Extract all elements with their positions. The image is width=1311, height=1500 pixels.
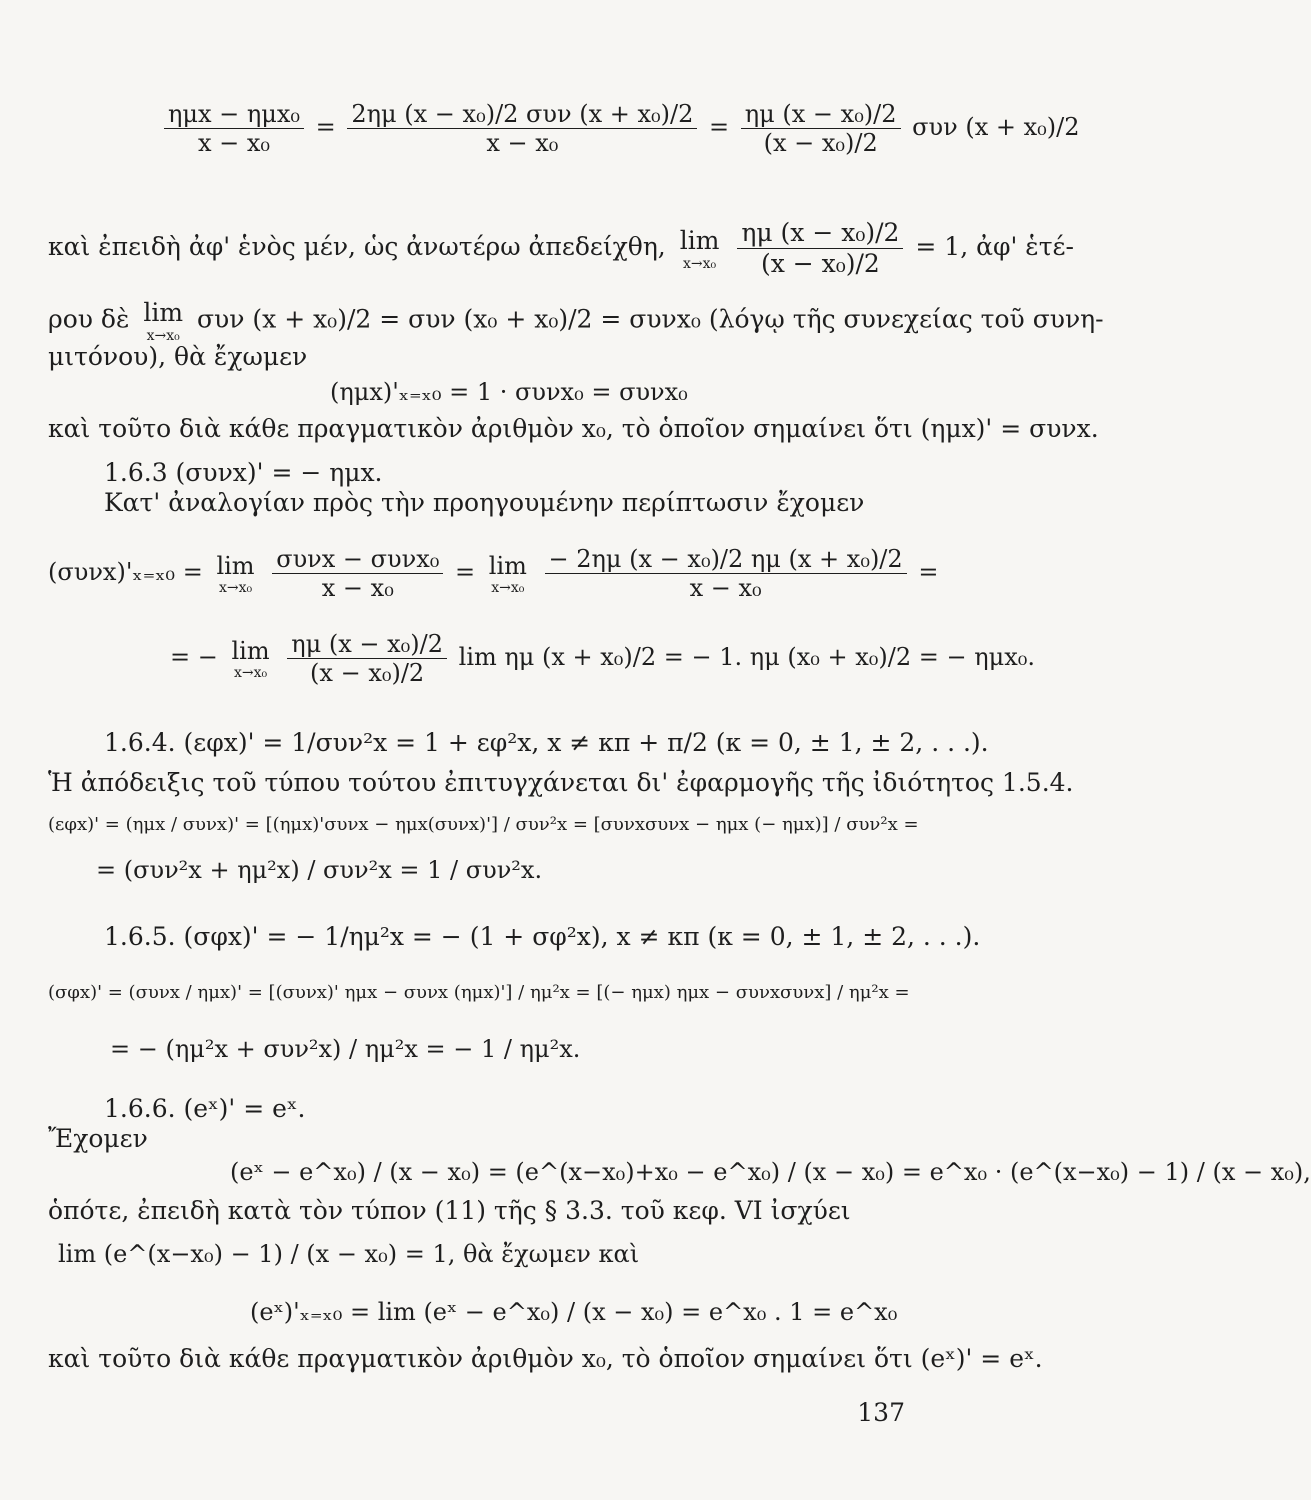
text-line: μιτόνου), θὰ ἔχωμεν — [48, 342, 308, 371]
equation-exponential-limit: lim (e^(x−x₀) − 1) / (x − x₀) = 1, θὰ ἔχωμεν καὶ — [58, 1240, 640, 1268]
equation-cosine-derivative: (συνx)'ₓ₌ₓ₀ = lim x→x₀ $\frac{\text{συνx − συνx₀}}{\text{x − x₀}}$ = lim x→x₀ $\frac{\text{− 2ημ (x − x₀)/2 ημ (x + x₀)/2}}{\text{x − x₀}}$ = — [48, 545, 939, 602]
section-heading: 1.6.6. (eˣ)' = eˣ. — [104, 1094, 306, 1123]
section-heading: 1.6.5. (σφx)' = − 1/ημ²x = − (1 + σφ²x), x ≠ κπ (κ = 0, ± 1, ± 2, . . .). — [104, 922, 981, 951]
limit: lim x→x₀ — [231, 636, 270, 681]
equation-exponential-derivative: (eˣ)'ₓ₌ₓ₀ = lim (eˣ − e^x₀) / (x − x₀) = e^x₀ . 1 = e^x₀ — [250, 1298, 898, 1326]
fraction: $\frac{\text{συνx − συνx₀}}{\text{x − x₀}}$ — [272, 545, 443, 602]
equation-tangent-derivative: (εφx)' = (ημx / συνx)' = [(ημx)'συνx − ημx(συνx)'] / συν²x = [συνxσυνx − ημx (− ημx)] / συν²x = — [48, 814, 919, 835]
equation-cotangent-derivative-cont: = − (ημ²x + συν²x) / ημ²x = − 1 / ημ²x. — [110, 1035, 581, 1063]
section-heading: 1.6.4. (εφx)' = 1/συν²x = 1 + εφ²x, x ≠ κπ + π/2 (κ = 0, ± 1, ± 2, . . .). — [104, 728, 989, 757]
fraction: $\frac{\text{ημ (x − x₀)/2}}{\text{(x − x₀)/2}}$ — [741, 100, 901, 157]
section-heading: 1.6.3 (συνx)' = − ημx. — [104, 458, 383, 487]
text-line: ὁπότε, ἐπειδὴ κατὰ τὸν τύπον (11) τῆς § 3.3. τοῦ κεφ. VI ἰσχύει — [48, 1196, 851, 1225]
limit: lim x→x₀ — [488, 551, 527, 596]
equation-cosine-derivative-cont: = − lim x→x₀ $\frac{\text{ημ (x − x₀)/2}}{\text{(x − x₀)/2}}$ lim ημ (x + x₀)/2 = − 1. ημ (x₀ + x₀)/2 = − ημx₀. — [170, 630, 1035, 687]
equation-sine-derivative: (ημx)'ₓ₌ₓ₀ = 1 · συνx₀ = συνx₀ — [330, 378, 688, 406]
limit: lim x→x₀ — [216, 551, 255, 596]
limit: lim x→x₀ — [143, 298, 184, 344]
text-line: Ἡ ἀπόδειξις τοῦ τύπου τούτου ἐπιτυγχάνεται δι' ἐφαρμογῆς τῆς ἰδιότητος 1.5.4. — [48, 768, 1074, 797]
text-line: καὶ τοῦτο διὰ κάθε πραγματικὸν ἀριθμὸν x₀, τὸ ὁποῖον σημαίνει ὅτι (ημx)' = συνx. — [48, 414, 1099, 443]
text-line: ρου δὲ lim x→x₀ συν (x + x₀)/2 = συν (x₀ + x₀)/2 = συνx₀ (λόγῳ τῆς συνεχείας τοῦ συνη- — [48, 298, 1104, 344]
page-number: 137 — [857, 1398, 905, 1427]
fraction: $\frac{\text{ημx − ημx₀}}{\text{x − x₀}}$ — [164, 100, 304, 157]
fraction: $\frac{\text{ημ (x − x₀)/2}}{\text{(x − x₀)/2}}$ — [287, 630, 447, 687]
fraction: $\frac{\text{2ημ (x − x₀)/2 συν (x + x₀)/2}}{\text{x − x₀}}$ — [347, 100, 697, 157]
fraction: $\frac{\text{− 2ημ (x − x₀)/2 ημ (x + x₀)/2}}{\text{x − x₀}}$ — [545, 545, 907, 602]
text-line: Ἔχομεν — [48, 1124, 148, 1153]
equation-sine-difference: $\frac{\text{ημx − ημx₀}}{\text{x − x₀}}$ = $\frac{\text{2ημ (x − x₀)/2 συν (x + x₀)/2}}{\text{x − x₀}}$ = $\frac{\text{ημ (x − x₀)/2}}{\text{(x − x₀)/2}}$ συν (x + x₀)/2 — [160, 100, 1080, 157]
equation-tangent-derivative-cont: = (συν²x + ημ²x) / συν²x = 1 / συν²x. — [96, 856, 543, 884]
text-line: καὶ τοῦτο διὰ κάθε πραγματικὸν ἀριθμὸν x₀, τὸ ὁποῖον σημαίνει ὅτι (eˣ)' = eˣ. — [48, 1344, 1043, 1373]
equation-exponential: (eˣ − e^x₀) / (x − x₀) = (e^(x−x₀)+x₀ − e^x₀) / (x − x₀) = e^x₀ · (e^(x−x₀) − 1) / (x − x₀), — [230, 1158, 1311, 1186]
limit: lim x→x₀ — [679, 225, 720, 272]
equation-cotangent-derivative: (σφx)' = (συνx / ημx)' = [(συνx)' ημx − συνx (ημx)'] / ημ²x = [(− ημx) ημx − συνxσυνx] / ημ²x = — [48, 982, 910, 1003]
fraction: $\frac{\text{ημ (x − x₀)/2}}{\text{(x − x₀)/2}}$ — [737, 218, 903, 279]
text-line: καὶ ἐπειδὴ ἀφ' ἑνὸς μέν, ὡς ἀνωτέρω ἀπεδείχθη, lim x→x₀ $\frac{\text{ημ (x − x₀)/2}}{\text{(x − x₀)/2}}$ = 1, ἀφ' ἑτέ- — [48, 218, 1074, 278]
text-line: Κατ' ἀναλογίαν πρὸς τὴν προηγουμένην περίπτωσιν ἔχομεν — [104, 488, 865, 517]
